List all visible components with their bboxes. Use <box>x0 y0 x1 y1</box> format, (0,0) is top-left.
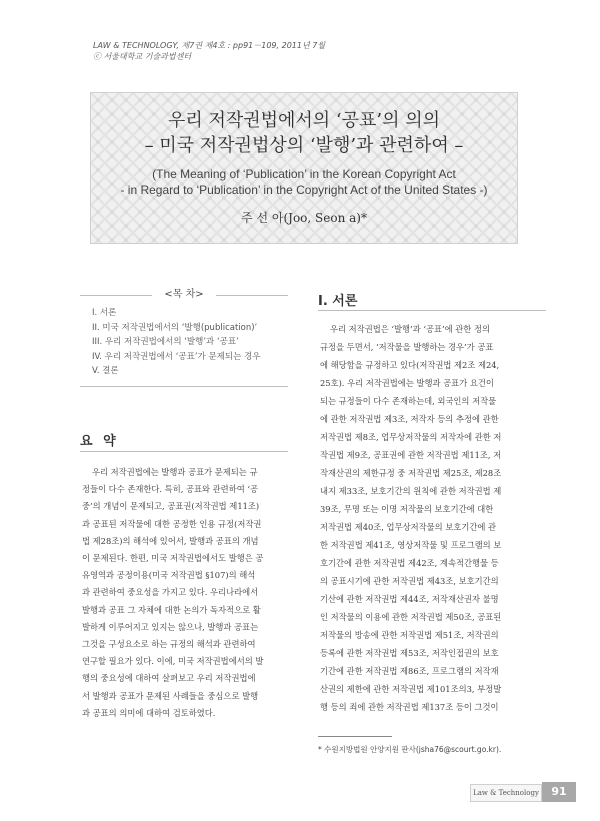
title-korean-subtitle: – 미국 저작권법상의 ‘발행’과 관련하여 – <box>144 135 464 156</box>
toc-header <box>80 288 288 302</box>
abstract-rule <box>80 451 288 452</box>
body-line: 에 관한 저작권법 제3조, 저작자 등의 추정에 관한 <box>320 414 499 424</box>
section-body <box>320 320 550 716</box>
abstract-line: 법 제28조)의 해석에 있어서, 발행과 공표의 개념 <box>82 535 259 546</box>
journal-header <box>93 40 325 62</box>
footnote-rule <box>318 736 392 737</box>
abstract-line: 정들이 다수 존재한다. 특히, 공표와 관련하여 ‘공 <box>82 484 259 495</box>
body-line: 한 저작권법 제41조, 영상저작물 및 프로그램의 보 <box>320 540 502 550</box>
body-line: 등록에 관한 저작권법 제53조, 저작인접권의 보호 <box>320 648 499 658</box>
section-rule <box>318 310 546 311</box>
body-line: 되는 규정들이 다수 존재하는데, 외국인의 저작물 <box>320 396 497 406</box>
abstract-line: 과 공표된 저작물에 대한 공정한 인용 규정(저작권 <box>82 518 262 529</box>
journal-citation: LAW & TECHNOLOGY, 제7권 제4호 : pp91－109, 2011년 7월 <box>93 41 326 50</box>
body-line: 행 등의 죄에 관한 저작권법 제137조 등이 그것이 <box>320 702 499 712</box>
toc-item: V. 결론 <box>92 366 119 376</box>
toc-item: IV. 우리 저작권법에서 ‘공표’가 문제되는 경우 <box>92 351 261 362</box>
title-english-main: (The Meaning of ‘Publication’ in the Korean Copyright Act <box>152 167 456 181</box>
abstract-line: 이 문제된다. 한편, 미국 저작권법에서도 발행은 공 <box>82 553 264 564</box>
body-line: 우리 저작권법은 ‘발행’과 ‘공표’에 관한 정의 <box>330 324 490 334</box>
abstract-body <box>82 464 294 722</box>
abstract-line: 발하게 이루어지고 있지는 않으나, 발행과 공표는 <box>82 621 259 632</box>
toc-item: III. 우리 저작권법에서의 ‘발행’과 ‘공표’ <box>92 337 239 347</box>
body-line: 인 저작물의 이용에 관한 저작권법 제50조, 공표된 <box>320 612 502 622</box>
body-line: 저작물의 방송에 관한 저작권법 제51조, 저작권의 <box>320 630 499 640</box>
abstract-line: 연구할 필요가 있다. 이에, 미국 저작권법에서의 발 <box>82 656 264 667</box>
title-english-subtitle: - in Regard to ‘Publication’ in the Copyright Act of the United States -) <box>120 183 488 197</box>
toc-bottom-rule <box>80 386 288 387</box>
abstract-line: 과 관련하여 중요성을 가지고 있다. 우리나라에서 <box>82 587 259 598</box>
title-korean-main: 우리 저작권법에서의 ‘공표’의 의의 <box>167 110 441 131</box>
body-line: 기간에 관한 저작권법 제86조, 프로그램의 저작재 <box>320 666 499 676</box>
toc-item: II. 미국 저작권법에서의 ‘발행(publication)’ <box>92 322 258 333</box>
body-line: 내지 제33조, 보호기간의 원칙에 관한 저작권법 제 <box>320 486 502 496</box>
body-line: 산권의 제한에 관한 저작권법 제101조의3, 부정발 <box>320 684 502 694</box>
abstract-line: 우리 저작권법에는 발행과 공표가 문제되는 규 <box>92 467 258 477</box>
section-heading: I. 서론 <box>318 294 358 309</box>
author: 주 선 아(Joo, Seon a)* <box>241 211 367 225</box>
abstract-line: 과 공표의 의미에 대하여 검토하였다. <box>82 707 216 718</box>
abstract-line: 유영역과 공정이용(미국 저작권법 §107)의 해석 <box>82 570 256 581</box>
title-box <box>90 92 518 244</box>
body-line: 기산에 관한 저작권법 제44조, 저작재산권자 불명 <box>320 594 499 604</box>
page-number: 91 <box>542 782 576 802</box>
abstract-line: 발행과 공표 그 자체에 대한 논의가 독자적으로 활 <box>82 604 261 615</box>
toc-item: I. 서론 <box>92 308 117 318</box>
footer-journal-name: Law & Technology <box>470 784 542 802</box>
body-line: 의 공표시기에 관한 저작권법 제43조, 보호기간의 <box>320 576 499 586</box>
abstract-line: 중’의 개념이 문제되고, 공표권(저작권법 제11조) <box>82 501 260 512</box>
body-line: 저작권법 제8조, 업무상저작물의 저작자에 관한 저 <box>320 432 502 442</box>
body-line: 작권법 제9조, 공표권에 관한 저작권법 제11조, 저 <box>320 450 502 460</box>
abstract-line: 그것을 구성요소로 하는 규정의 해석과 관련하여 <box>82 639 256 650</box>
body-line: 규정을 두면서, ‘저작물을 발행하는 경우’가 공표 <box>320 342 494 352</box>
toc-title: <목 차> <box>152 288 216 302</box>
abstract-line: 서 발행과 공표가 문제된 사례들을 중심으로 발행 <box>82 690 259 701</box>
abstract-heading: 요 약 <box>80 434 119 449</box>
body-line: 에 해당함을 규정하고 있다(저작권법 제2조 제24, <box>320 360 500 370</box>
table-of-contents <box>92 306 292 379</box>
publisher-line: ⓒ 서울대학교 기술과법센터 <box>93 52 192 61</box>
footnote: * 수원지방법원 안양지원 판사(jsha76@scourt.go.kr). <box>318 745 502 754</box>
body-line: 저작권법 제40조, 업무상저작물의 보호기간에 관 <box>320 522 497 532</box>
body-line: 25호). 우리 저작권법에는 발행과 공표가 요건이 <box>320 378 494 388</box>
body-line: 39조, 무명 또는 이명 저작물의 보호기간에 대한 <box>320 504 494 514</box>
body-line: 작재산권의 제한규정 중 저작권법 제25조, 제28조 <box>320 468 502 478</box>
body-line: 호기간에 관한 저작권법 제42조, 계속적간행물 등 <box>320 558 499 568</box>
abstract-line: 행의 중요성에 대하여 살펴보고 우리 저작권법에 <box>82 673 256 684</box>
